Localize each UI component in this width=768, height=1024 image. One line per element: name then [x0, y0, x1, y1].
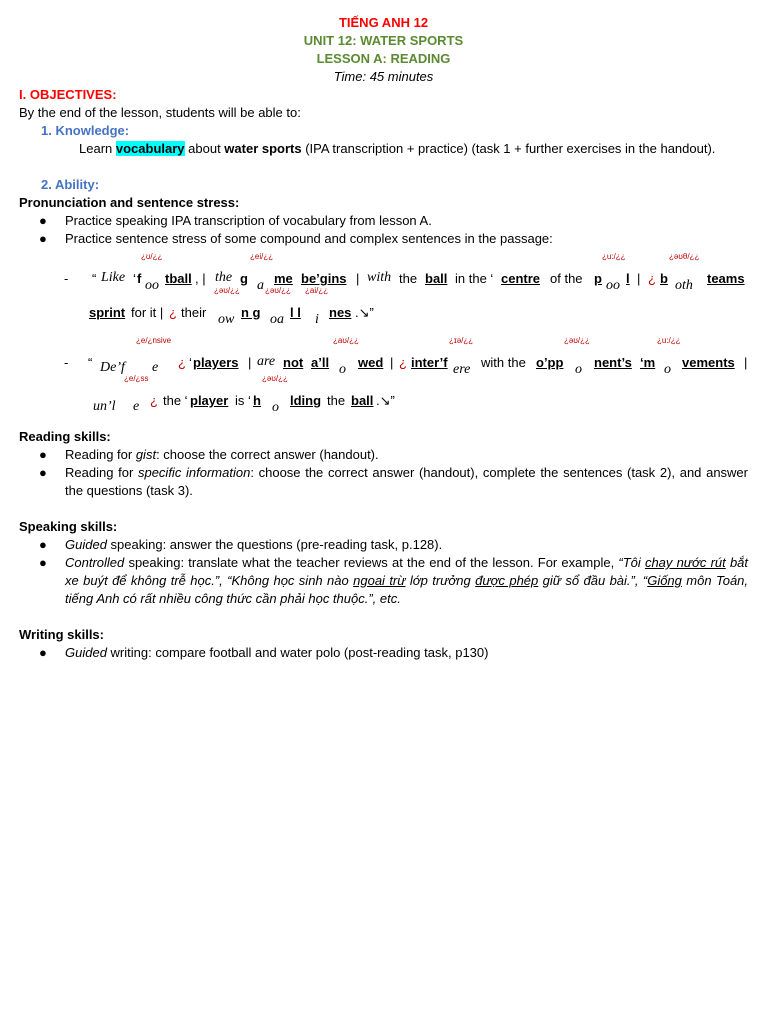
- word: the ‘: [163, 393, 188, 408]
- word: their: [181, 305, 207, 320]
- ipa-label: ¿e/¿ss: [124, 374, 149, 383]
- word: ‘: [189, 355, 192, 370]
- word: Like: [101, 270, 126, 285]
- lesson-title: LESSON A: READING: [316, 51, 451, 66]
- word: l: [626, 271, 630, 286]
- stress-sentence-2: [19, 330, 748, 424]
- word: the: [327, 393, 346, 408]
- speaking-heading: Speaking skills:: [19, 519, 118, 534]
- word: ere: [453, 362, 471, 377]
- ipa-label: ¿əʊ/¿¿: [564, 336, 590, 345]
- word: oo: [606, 278, 620, 293]
- word: are: [257, 354, 276, 369]
- word: De’f: [100, 360, 125, 375]
- word: ¿: [399, 355, 407, 370]
- word: ‘: [133, 271, 136, 286]
- list-item: ● Reading for gist: choose the correct answer (handout).: [39, 447, 379, 462]
- word: o’pp: [536, 355, 564, 370]
- word: p: [594, 271, 602, 286]
- word: |: [248, 355, 252, 370]
- ipa-label: ¿u:/¿¿: [602, 252, 626, 261]
- word: sprint: [89, 305, 126, 320]
- word: o: [272, 400, 279, 415]
- word: wed: [358, 355, 384, 370]
- word: e: [152, 360, 159, 375]
- ipa-label: ¿u:/¿¿: [657, 336, 681, 345]
- word: a’ll: [311, 355, 330, 370]
- word: the: [215, 270, 233, 285]
- word: “: [92, 271, 97, 286]
- knowledge-paragraph: Learn vocabulary about water sports (IPA transcription + practice) (task 1 + further exercises in the handout).: [79, 141, 716, 156]
- ipa-label: ¿ai/¿¿: [305, 286, 329, 295]
- word: with: [367, 270, 392, 285]
- word: tball: [165, 271, 192, 286]
- dash-marker: -: [64, 271, 69, 286]
- word: not: [283, 355, 304, 370]
- time-label: Time: 45 minutes: [333, 69, 434, 84]
- word: for it |: [131, 305, 164, 320]
- word: o: [339, 362, 346, 377]
- ipa-label: ¿ɪə/¿¿: [449, 336, 474, 345]
- unit-title: UNIT 12: WATER SPORTS: [303, 33, 464, 48]
- writing-heading: Writing skills:: [19, 627, 104, 642]
- word: vements: [682, 355, 735, 370]
- ipa-label: ¿ei/¿¿: [250, 252, 274, 261]
- word: ¿: [648, 271, 656, 286]
- word: l l: [290, 305, 301, 320]
- ipa-label: ¿əʊ/¿¿: [265, 286, 291, 295]
- word: ball: [425, 271, 448, 286]
- ipa-label: ¿ʊ/¿¿: [141, 252, 163, 261]
- list-item: ● Guided writing: compare football and water polo (post-reading task, p130): [39, 645, 489, 660]
- word: ¿: [169, 305, 177, 320]
- word: |: [637, 271, 641, 286]
- word: oo: [145, 278, 159, 293]
- word: f: [137, 271, 142, 286]
- word: n g: [241, 305, 261, 320]
- list-item: ● Guided speaking: answer the questions (pre-reading task, p.128).: [39, 537, 443, 552]
- word: centre: [501, 271, 541, 286]
- ipa-label: ¿e/¿nsive: [136, 336, 172, 345]
- word: i: [315, 312, 319, 327]
- dash-marker: -: [64, 355, 69, 370]
- word: inter’f: [411, 355, 448, 370]
- document-page: [19, 14, 748, 662]
- word: ‘m: [640, 355, 656, 370]
- ipa-label: ¿əʊ/¿¿: [214, 286, 240, 295]
- word: with the: [481, 355, 526, 370]
- objectives-intro: By the end of the lesson, students will be able to:: [19, 105, 301, 120]
- word: oa: [270, 312, 284, 327]
- word: un’l: [93, 399, 116, 414]
- word: o: [575, 362, 582, 377]
- word: “: [88, 355, 93, 370]
- word: me: [274, 271, 293, 286]
- word: |: [356, 271, 360, 286]
- word: e: [133, 399, 140, 414]
- word: teams: [707, 271, 745, 286]
- word: b: [660, 271, 668, 286]
- pronunciation-heading: Pronunciation and sentence stress:: [19, 195, 240, 210]
- word: a: [257, 278, 264, 293]
- word: .↘”: [376, 393, 395, 408]
- ability-heading: 2. Ability:: [41, 177, 100, 192]
- list-item: ● Practice sentence stress of some compound and complex sentences in the passage:: [39, 231, 553, 246]
- word: player: [190, 393, 229, 408]
- ipa-label: ¿əʊθ/¿¿: [669, 252, 700, 261]
- objectives-heading: I. OBJECTIVES:: [19, 87, 117, 102]
- word: the: [399, 271, 418, 286]
- word: h: [253, 393, 261, 408]
- word: ¿: [150, 393, 158, 408]
- stress-sentence-1: [19, 248, 748, 330]
- list-item: ● Reading for specific information: choose the correct answer (handout), complete the sentences (task 2), and answer the questions (task 3).: [39, 465, 748, 498]
- word: in the ‘: [455, 271, 494, 286]
- word: .↘”: [355, 305, 374, 320]
- word: players: [193, 355, 239, 370]
- word: , |: [195, 271, 206, 286]
- word: ow: [218, 312, 235, 327]
- list-item: ● Controlled speaking: translate what the teacher reviews at the end of the lesson. For example, “Tôi chay nước rút bắt xe buýt để không trễ học.”, “Không học sinh nào ngoai trừ lớp trưởng được phép giữ sổ đầu bài.”, “Giống môn Toán, tiếng Anh có rất nhiều công thức cần phải học thuộc.”, etc.: [39, 555, 749, 606]
- word: of the: [550, 271, 583, 286]
- list-item: ● Practice speaking IPA transcription of vocabulary from lesson A.: [39, 213, 432, 228]
- ipa-label: ¿aʊ/¿¿: [333, 336, 359, 345]
- word: be’gins: [301, 271, 347, 286]
- word: lding: [290, 393, 322, 408]
- word: g: [240, 271, 248, 286]
- word: |: [390, 355, 394, 370]
- ipa-label: ¿əʊ/¿¿: [262, 374, 288, 383]
- word: ball: [351, 393, 374, 408]
- word: |: [744, 355, 748, 370]
- course-title: TIẾNG ANH 12: [338, 15, 429, 30]
- word: is ‘: [235, 393, 251, 408]
- word: oth: [675, 278, 693, 293]
- knowledge-heading: 1. Knowledge:: [41, 123, 130, 138]
- reading-heading: Reading skills:: [19, 429, 111, 444]
- word: ¿: [178, 355, 186, 370]
- word: o: [664, 362, 671, 377]
- vocabulary-highlight: vocabulary: [115, 141, 185, 156]
- word: nent’s: [594, 355, 632, 370]
- word: nes: [329, 305, 352, 320]
